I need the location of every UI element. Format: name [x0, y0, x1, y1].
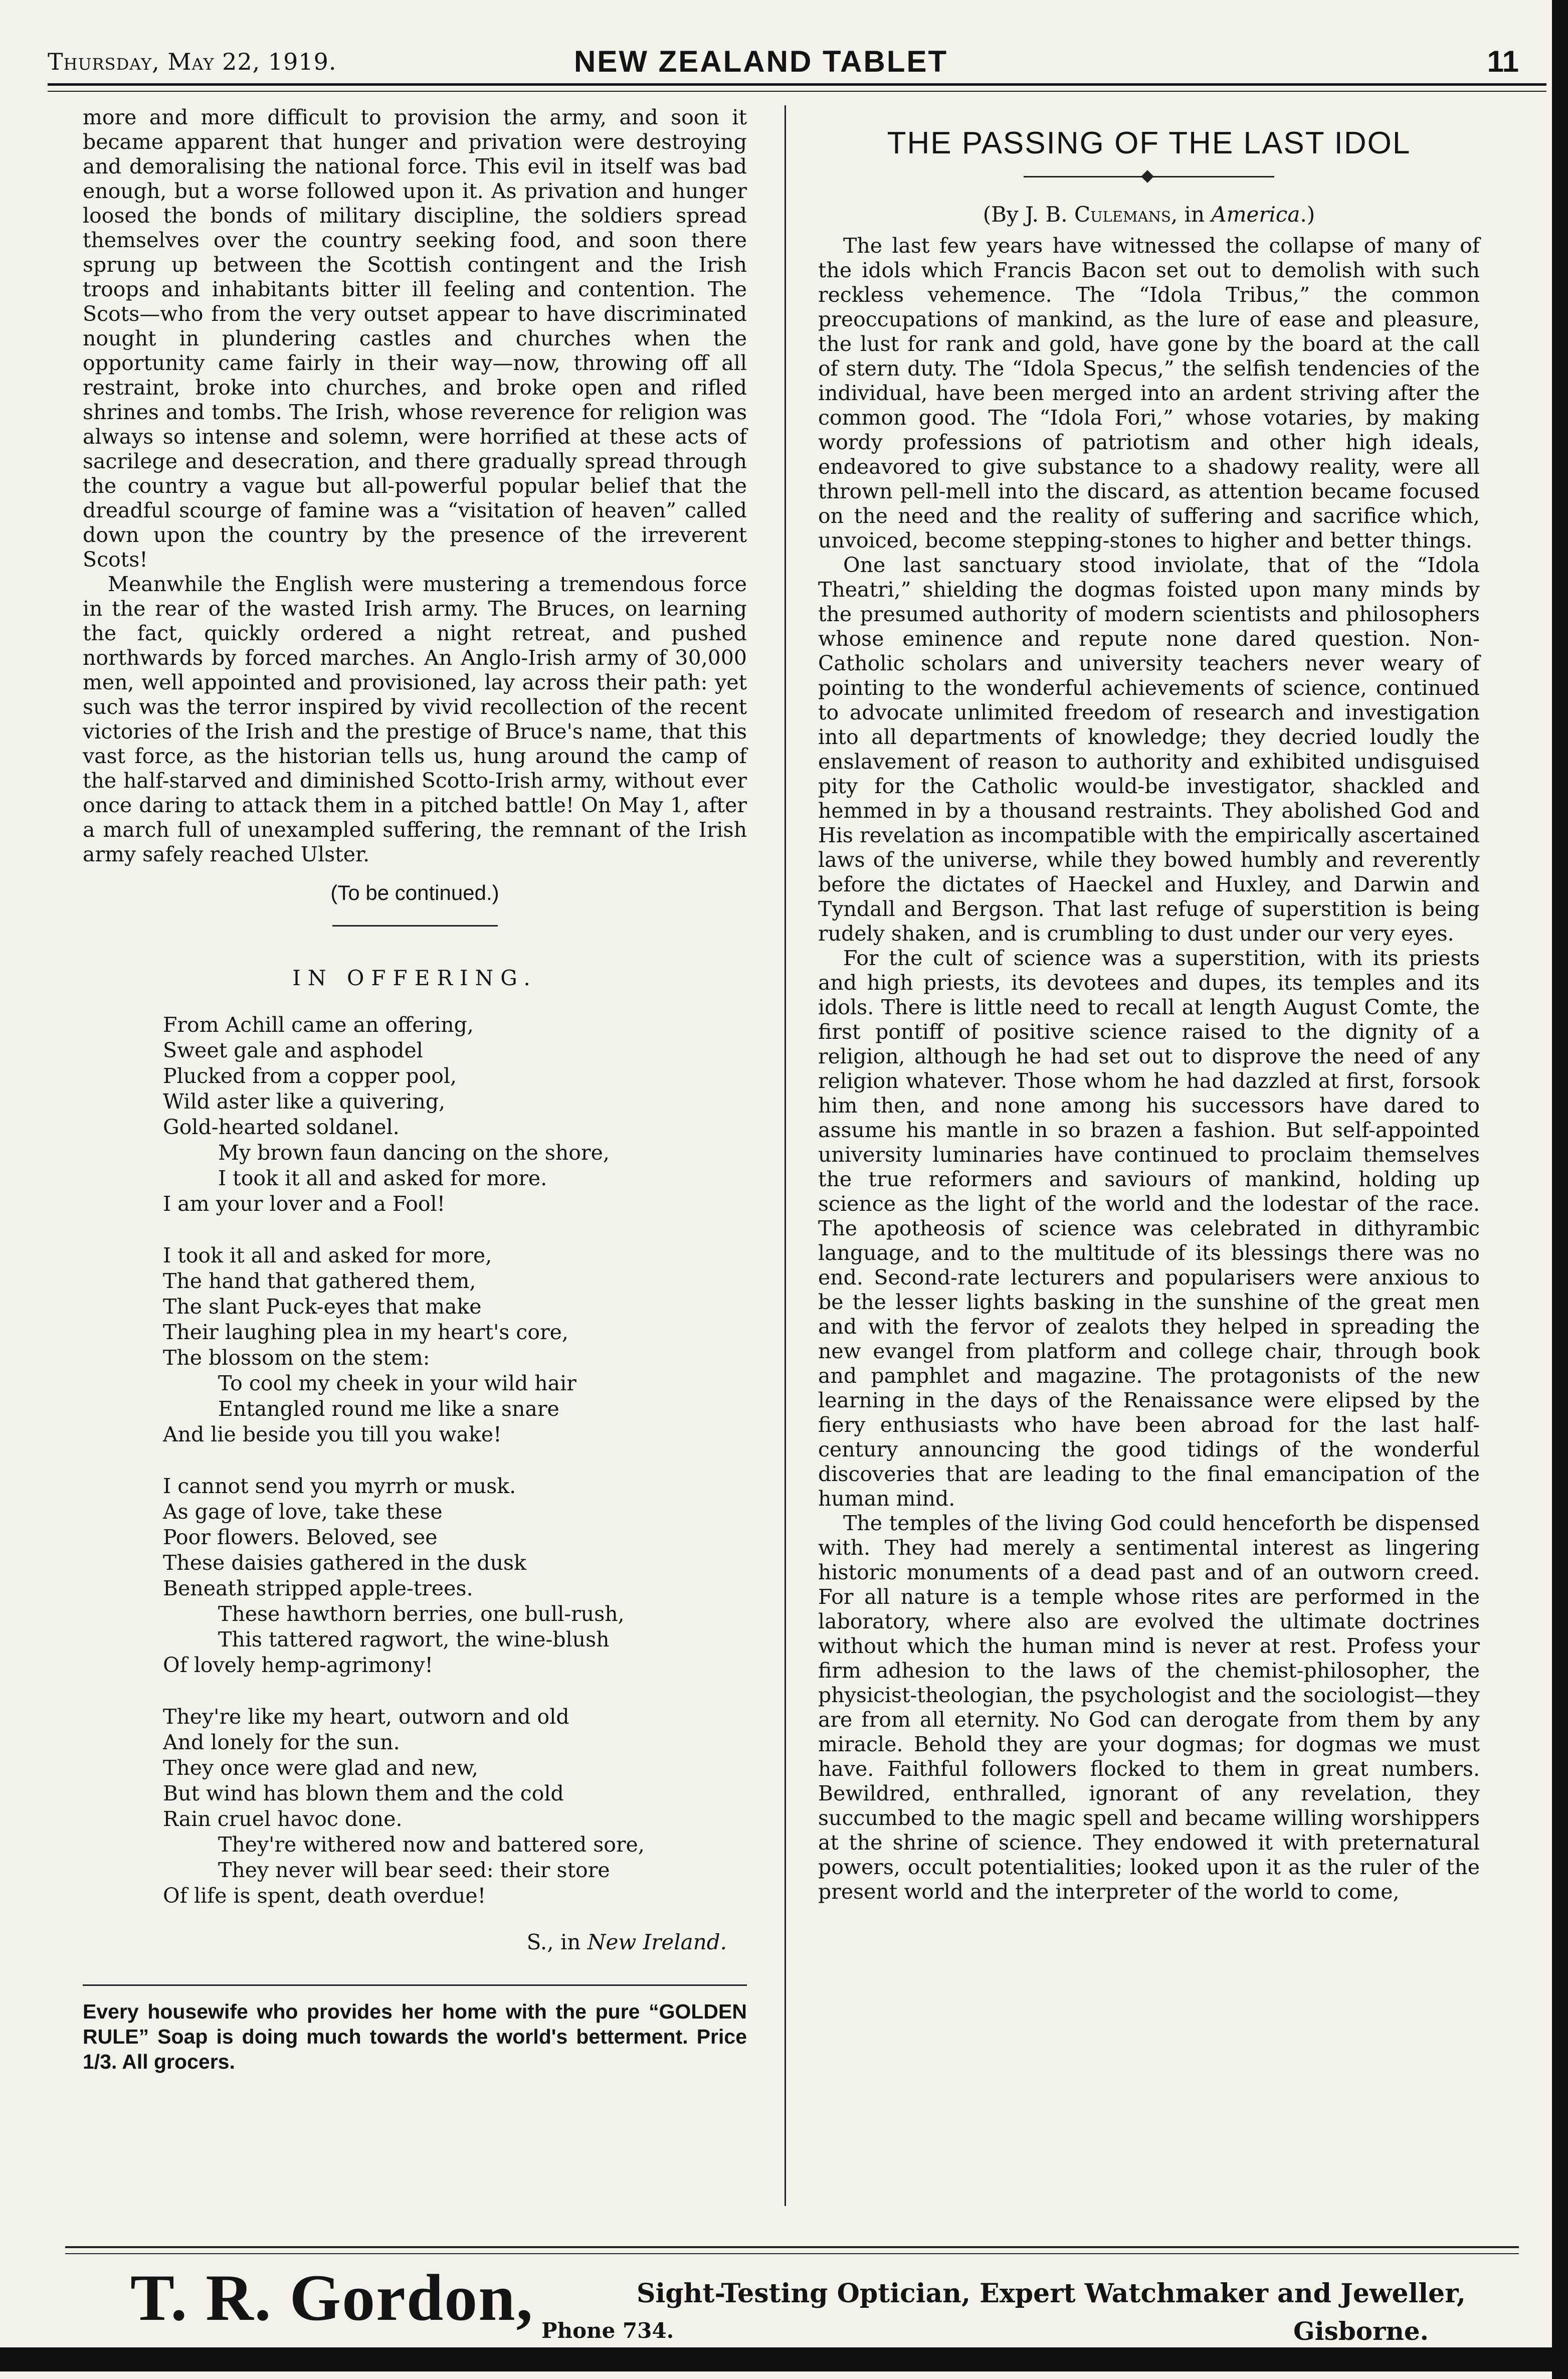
poem-title: IN OFFERING. [292, 966, 537, 990]
poem-line: Plucked from a copper pool, [163, 1064, 457, 1088]
page-number: 11 [1487, 45, 1519, 78]
poem-line: They once were glad and new, [163, 1756, 478, 1780]
advertiser-town: Gisborne. [1293, 2316, 1429, 2346]
poem-line: They're like my heart, outworn and old [163, 1705, 569, 1729]
byline-mid: , in [1170, 202, 1205, 227]
poem-line: Sweet gale and asphodel [163, 1038, 423, 1062]
poem-line: I cannot send you myrrh or musk. [163, 1474, 516, 1498]
poem-line: Of life is spent, death overdue! [163, 1884, 486, 1908]
article-paragraph: One last sanctuary stood inviolate, that of the “Idola Theatri,” shielding the dogmas foisted upon many minds by the presumed authority of modern scientists and philosophers whose eminence and repute none dared question. Non-Catholic scholars and university teachers never weary of pointing to the wonderful achievements of science, continued to advocate unlimited freedom of research and investigation into all departments of knowledge; they decried loudly the enslavement of reason to authority and exhibited undisguised pity for the Catholic would-be investigator, shackled and hemmed in by a thousand restraints. They abolished God and His revelation as incompatible with the empirically ascertained laws of the universe, while they bowed humbly and reverently before the dictates of Haeckel and Huxley, and Darwin and Tyndall and Bergson. That last refuge of superstition is being rudely shaken, and is crumbling to dust under our very eyes. [818, 553, 1480, 946]
idol-article-body [818, 234, 1480, 1904]
page-edge-bar [1552, 0, 1568, 2379]
advertiser-trade: Sight-Testing Optician, Expert Watchmaker and Jeweller, [637, 2278, 1466, 2309]
poem-line: They never will bear seed: their store [218, 1858, 610, 1882]
article-paragraph: For the cult of science was a superstition, with its priests and high priests, its devotees and dupes, its temples and its idols. There is little need to recall at length August Comte, the first pontiff of positive science raised to the dignity of a religion, although he had set out to disprove the need of any religion whatever. Those whom he had dazzled at first, forsook him then, and none among his successors have dared to assume his mantle in so brazen a fashion. But self-appointed university luminaries have continued to proclaim themselves the true reformers and saviours of mankind, holding up science as the light of the world and the lodestar of the race. The apotheosis of science was celebrated in dithyrambic language, and to the multitude of its blessings there was no end. Second-rate lecturers and popularisers were anxious to be the lesser lights basking in the sunshine of the great men and with the fervor of zealots they helped in spreading the new evangel from platform and college chair, through book and pamphlet and magazine. The protagonists of the new learning in the days of the Renaissance were elipsed by the fiery enthusiasts who have been abroad for the last half-century announcing the good tidings of the wonderful discoveries that are leading to the final emancipation of the human mind. [818, 946, 1480, 1511]
poem-line: Poor flowers. Beloved, see [163, 1525, 438, 1549]
poem-line: They're withered now and battered sore, [218, 1833, 645, 1857]
poem-line: Of lovely hemp-agrimony! [163, 1653, 434, 1677]
masthead-title: NEW ZEALAND TABLET [574, 45, 948, 78]
issue-date: Thursday, May 22, 1919. [48, 48, 337, 75]
poem-line: The hand that gathered them, [163, 1269, 476, 1293]
advert-divider [83, 1984, 747, 1986]
article-byline [818, 202, 1480, 227]
poem-line: The blossom on the stem: [163, 1346, 430, 1370]
soap-advert: Every housewife who provides her home with the pure “GOLDEN RULE” Soap is doing much towards the world's betterment. Price 1/3. All grocers. [83, 2000, 747, 2073]
right-column [818, 105, 1480, 1904]
poem-line: Rain cruel havoc done. [163, 1807, 403, 1831]
poem-line: I took it all and asked for more, [163, 1243, 492, 1267]
poem-line: Beneath stripped apple-trees. [163, 1576, 473, 1600]
footer-rule [65, 2246, 1519, 2248]
article-paragraph: Meanwhile the English were mustering a tremendous force in the rear of the wasted Irish army. The Bruces, on learning the fact, quickly ordered a night retreat, and pushed northwards by forced marches. An Anglo-Irish army of 30,000 men, well appointed and provisioned, lay across their path: yet such was the terror inspired by vivid recollection of the recent victories of the Irish and the prestige of Bruce's name, that this vast force, as the historian tells us, hung around the camp of the half-starved and diminished Scotto-Irish army, without ever once daring to attack them in a pitched battle! On May 1, after a march full of unexampled suffering, the remnant of the Irish army safely reached Ulster. [83, 572, 747, 866]
poem-line: Wild aster like a quivering, [163, 1089, 446, 1114]
article-paragraph: more and more difficult to provision the army, and soon it became apparent that hunger and privation were destroying and demoralising the national force. This evil in itself was bad enough, but a worse followed upon it. As privation and hunger loosed the bonds of military discipline, the soldiers spread themselves over the country seeking food, and soon there sprung up between the Scottish contingent and the Irish troops and inhabitants bitter ill feeling and contention. The Scots—who from the very outset appear to have discriminated nought in plundering castles and churches when the opportunity came fairly in their way—now, throwing off all restraint, broke into churches, and broke open and rifled shrines and tombs. The Irish, whose reverence for religion was always so intense and solemn, were horrified at these acts of sacrilege and desecration, and there gradually spread through the country a vague but all-powerful popular belief that the dreadful scourge of famine was a “visitation of heaven” called down upon the country by the presence of the irreverent Scots! [83, 105, 747, 572]
byline-suffix: .) [1300, 202, 1315, 227]
poem-line: But wind has blown them and the cold [163, 1781, 564, 1805]
poem-line: This tattered ragwort, the wine-blush [218, 1627, 610, 1652]
poem-line: I am your lover and a Fool! [163, 1192, 446, 1216]
title-ornament [1024, 172, 1274, 182]
byline-prefix: (By J. B. [983, 202, 1068, 227]
poem-line: I took it all and asked for more. [218, 1166, 547, 1190]
poem-stanza [163, 1012, 747, 1217]
poem-attribution [83, 1930, 727, 1954]
byline-author: Culemans [1074, 202, 1171, 227]
poem-line: These hawthorn berries, one bull-rush, [218, 1602, 625, 1626]
poem-line: Their laughing plea in my heart's core, [163, 1320, 568, 1344]
poem-line: Entangled round me like a snare [218, 1397, 559, 1421]
poem-line: Gold-hearted soldanel. [163, 1115, 400, 1139]
poem-line: From Achill came an offering, [163, 1013, 474, 1037]
byline-source: America [1211, 202, 1300, 227]
history-article-continuation [83, 105, 747, 867]
poem-line: These daisies gathered in the dusk [163, 1551, 526, 1575]
poem-line: The slant Puck-eyes that make [163, 1295, 482, 1319]
poem-line: And lie beside you till you wake! [163, 1422, 502, 1446]
poem-source: New Ireland. [587, 1930, 727, 1954]
poem-stanza [163, 1243, 747, 1447]
article-paragraph: The last few years have witnessed the collapse of many of the idols which Francis Bacon set out to demolish with such reckless vehemence. The “Idola Tribus,” the common preoccupations of mankind, as the lure of ease and pleasure, the lust for rank and gold, have gone by the board at the call of stern duty. The “Idola Specus,” the selfish tendencies of the individual, have been merged into an ardent striving after the common good. The “Idola Fori,” whose votaries, by making wordy professions of patriotism and other high ideals, endeavored to give substance to a shadowy reality, were all thrown pell-mell into the discard, as attention became focused on the need and the reality of suffering and sacrifice which, unvoiced, become stepping-stones to higher and better things. [818, 234, 1480, 553]
footer-rule [65, 2253, 1519, 2254]
footer-band [0, 2347, 1568, 2371]
advertiser-phone: Phone 734. [541, 2318, 674, 2343]
left-column [83, 105, 747, 2074]
advertiser-name: T. R. Gordon, [130, 2261, 534, 2334]
column-rule [785, 105, 786, 2206]
poem-line: And lonely for the sun. [163, 1730, 400, 1754]
header-rule [48, 83, 1546, 92]
poem-line: As gage of love, take these [163, 1500, 443, 1524]
poem-author: S., in [526, 1930, 581, 1954]
poem-line: My brown faun dancing on the shore, [218, 1141, 610, 1165]
diamond-icon [1141, 170, 1153, 182]
article-title: THE PASSING OF THE LAST IDOL [887, 126, 1411, 160]
section-divider [332, 925, 498, 927]
poem [163, 1012, 747, 1909]
footer-advert [0, 2232, 1568, 2379]
article-paragraph: The temples of the living God could henceforth be dispensed with. They had merely a sentimental interest as lingering historic monuments of a dead past and of an outworn creed. For all nature is a temple whose rites are performed in the laboratory, where also are evolved the ultimate doctrines without which the human mind is never at rest. Profess your firm adhesion to the laws of the chemist-philosopher, the physicist-theologian, the psychologist and the sociologist—they are from all eternity. No God can derogate from them by any miracle. Behold they are your dogmas; for dogmas we must have. Faithful followers flocked to them in great numbers. Bewildred, enthralled, ignorant of any revelation, they succumbed to the magic spell and became willing worshippers at the shrine of science. They endowed it with preternatural powers, occult potentialities; looked upon it as the ruler of the present world and the interpreter of the world to come, [818, 1511, 1480, 1904]
poem-stanza [163, 1474, 747, 1678]
poem-line: To cool my cheek in your wild hair [218, 1371, 576, 1395]
page-header [48, 44, 1546, 84]
to-be-continued: (To be continued.) [330, 881, 499, 904]
poem-stanza [163, 1704, 747, 1909]
